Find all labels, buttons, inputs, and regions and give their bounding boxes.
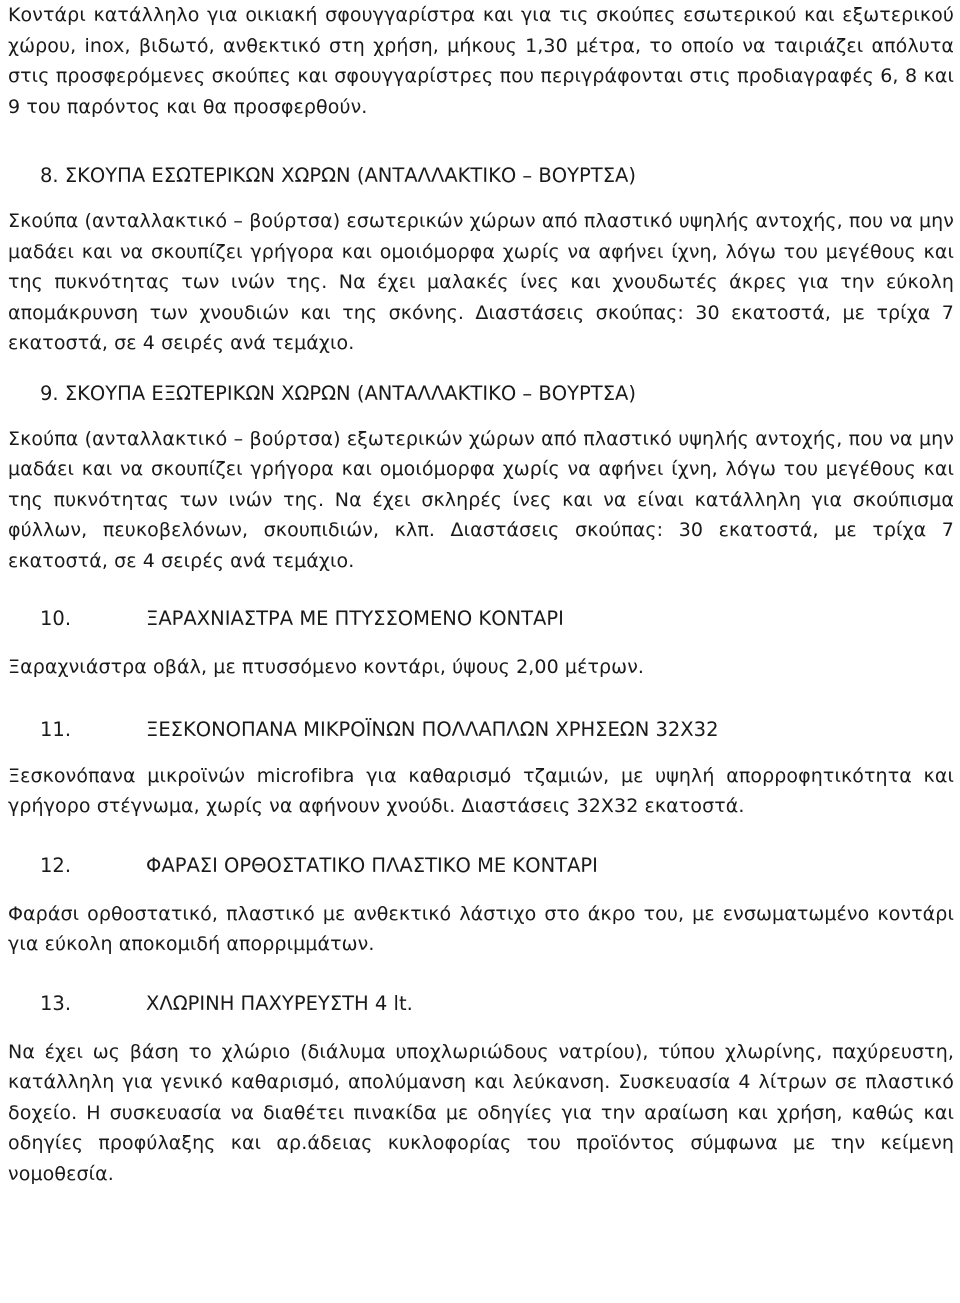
section-12-title: ΦΑΡΑΣΙ ΟΡΘΟΣΤΑΤΙΚΟ ΠΛΑΣΤΙΚΟ ΜΕ ΚΟΝΤΑΡΙ [146,853,598,877]
section-11-heading [8,715,954,745]
section-9-text: Σκούπα (ανταλλακτικό – βούρτσα) εξωτερικών χώρων από πλαστικό υψηλής αντοχής, που να μην μαδάει και να σκουπίζει γρήγορα και ομοιόμορφα χωρίς να αφήνει ίχνη, λόγω του μεγέθους και της πυκνότητας των ινών της. Να έχει σκληρές ίνες και να είναι κατάλληλη για σκούπισμα φύλλων, πευκοβελόνων, σκουπιδιών, κλπ. Διαστάσεις σκούπας: 30 εκατοστά, με τρίχα 7 εκατοστά, σε 4 σειρές ανά τεμάχιο. [8,427,954,572]
section-13-title: ΧΛΩΡΙΝΗ ΠΑΧΥΡΕΥΣΤΗ 4 lt. [146,991,413,1015]
section-12-number: 12. [40,853,72,877]
section-13-number: 13. [40,991,72,1015]
intro-paragraph: Κοντάρι κατάλληλο για οικιακή σφουγγαρίστρα και για τις σκούπες εσωτερικού και εξωτερικού χώρου, inox, βιδωτό, ανθεκτικό στη χρήση, μήκους 1,30 μέτρα, το οποίο να ταιριάζει απόλυτα στις προσφερόμενες σκούπες και σφουγγαρίστρες που περιγράφονται στις προδιαγραφές 6, 8 και 9 του παρόντος και θα προσφερθούν. [8,4,954,118]
section-13-heading [8,989,954,1019]
section-8-text: Σκούπα (ανταλλακτικό – βούρτσα) εσωτερικών χώρων από πλαστικό υψηλής αντοχής, που να μην μαδάει και να σκουπίζει γρήγορα και ομοιόμορφα χωρίς να αφήνει ίχνη, λόγω του μεγέθους και της πυκνότητας των ινών της. Να έχει μαλακές ίνες και χνουδωτές άκρες για την εύκολη απομάκρυνση των χνουδιών και της σκόνης. Διαστάσεις σκούπας: 30 εκατοστά, με τρίχα 7 εκατοστά, σε 4 σειρές ανά τεμάχιο. [8,210,954,354]
section-11-title: ΞΕΣΚΟΝΟΠΑΝΑ ΜΙΚΡΟΪΝΩΝ ΠΟΛΛΑΠΛΩΝ ΧΡΗΣΕΩΝ 32Χ32 [146,717,719,741]
section-10-title: ΞΑΡΑΧΝΙΑΣΤΡΑ ΜΕ ΠΤΥΣΣΟΜΕΝΟ ΚΟΝΤΑΡΙ [146,607,564,630]
section-13-text: Να έχει ως βάση το χλώριο (διάλυμα υποχλωριώδους νατρίου), τύπου χλωρίνης, παχύρευστη, κατάλληλη για γενικό καθαρισμό, απολύμανση και λεύκανση. Συσκευασία 4 λίτρων σε πλαστικό δοχείο. Η συσκευασία να διαθέτει πινακίδα με οδηγίες για την αραίωση και χρήση, καθώς και οδηγίες προφύλαξης και αρ.άδειας κυκλοφορίας του προϊόντος σύμφωνα με την κείμενη νομοθεσία. [8,1040,954,1185]
section-9-heading [8,379,954,409]
section-12-heading [8,851,954,881]
section-8-number: 8. [40,164,59,187]
section-9-number: 9. [40,381,59,405]
section-8-title: ΣΚΟΥΠΑ ΕΣΩΤΕΡΙΚΩΝ ΧΩΡΩΝ (ΑΝΤΑΛΛΑΚΤΙΚΟ – ΒΟΥΡΤΣΑ) [64,164,636,187]
section-11-text: Ξεσκονόπανα μικροϊνών microfibra για καθαρισμό τζαμιών, με υψηλή απορροφητικότητα και γρήγορο στέγνωμα, χωρίς να αφήνουν χνούδι. Διαστάσεις 32Χ32 εκατοστά. [8,764,954,817]
section-9-title: ΣΚΟΥΠΑ ΕΞΩΤΕΡΙΚΩΝ ΧΩΡΩΝ (ΑΝΤΑΛΛΑΚΤΙΚΟ – ΒΟΥΡΤΣΑ) [64,381,636,405]
section-11-number: 11. [40,717,72,741]
section-10-text: Ξαραχνιάστρα οβάλ, με πτυσσόμενο κοντάρι, ύψους 2,00 μέτρων. [8,656,645,678]
section-12-text: Φαράσι ορθοστατικό, πλαστικό με ανθεκτικό λάστιχο στο άκρο του, με ενσωματωμένο κοντάρι για εύκολη αποκομιδή απορριμμάτων. [8,902,954,955]
section-8-heading [8,161,954,191]
document-page [8,0,954,1189]
section-10-heading [8,604,954,634]
section-10-number: 10. [40,607,72,630]
